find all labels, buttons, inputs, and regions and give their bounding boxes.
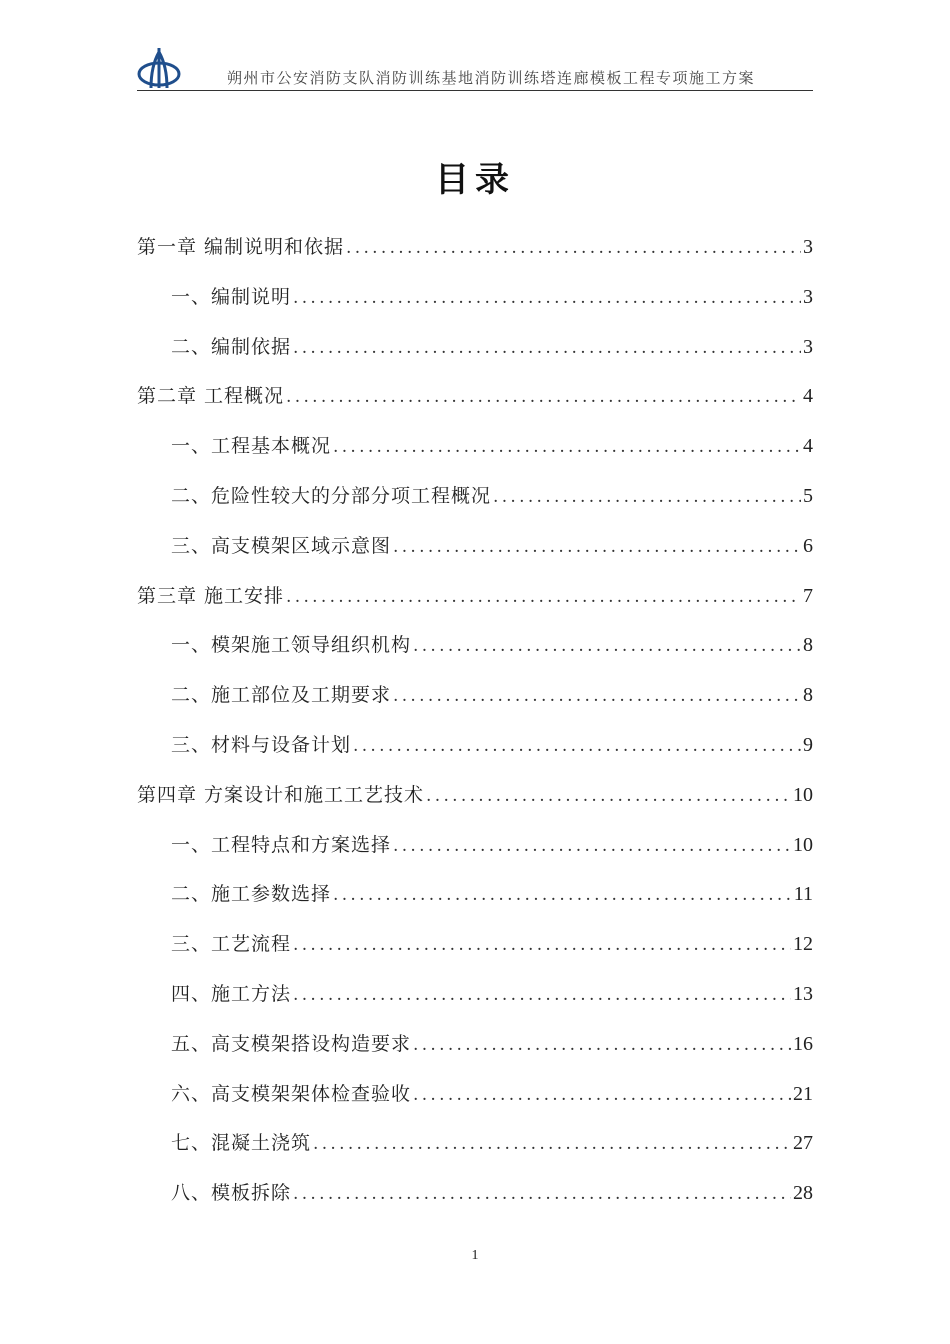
toc-dot-leader — [286, 387, 801, 407]
toc-entry-label: 一、模架施工领导组织机构 — [171, 634, 412, 657]
toc-entry-label: 一、编制说明 — [171, 285, 292, 308]
toc-dot-leader — [286, 587, 801, 607]
toc-entry-label: 第四章 方案设计和施工工艺技术 — [137, 783, 425, 806]
toc-entry-page: 7 — [803, 584, 813, 607]
toc-entry[interactable] — [137, 780, 813, 830]
toc-dot-leader — [293, 935, 791, 955]
toc-entry-page: 13 — [793, 982, 813, 1005]
toc-entry-page: 10 — [793, 783, 813, 806]
toc-entry[interactable] — [137, 332, 813, 382]
toc-entry[interactable] — [137, 830, 813, 880]
toc-dot-leader — [393, 686, 801, 706]
toc-dot-leader — [493, 487, 801, 507]
toc-dot-leader — [426, 786, 791, 806]
toc-entry-label: 一、工程特点和方案选择 — [171, 833, 392, 856]
page-header — [137, 42, 813, 91]
toc-entry-label: 六、高支模架架体检查验收 — [171, 1082, 412, 1105]
toc-dot-leader — [333, 437, 801, 457]
toc-entry[interactable] — [137, 929, 813, 979]
toc-entry-label: 四、施工方法 — [171, 982, 292, 1005]
page-number: 1 — [471, 1248, 479, 1263]
toc-entry[interactable] — [137, 1128, 813, 1178]
toc-entry-label: 一、工程基本概况 — [171, 435, 332, 458]
toc-entry-label: 七、混凝土浇筑 — [171, 1132, 312, 1155]
toc-entry-label: 第三章 施工安排 — [137, 584, 285, 607]
toc-entry-page: 4 — [803, 385, 813, 408]
toc-dot-leader — [353, 736, 801, 756]
toc-entry[interactable] — [137, 730, 813, 780]
toc-dot-leader — [293, 1184, 791, 1204]
toc-entry-label: 二、施工部位及工期要求 — [171, 684, 392, 707]
toc-entry-page: 12 — [793, 933, 813, 956]
toc-dot-leader — [333, 885, 792, 905]
toc-entry[interactable] — [137, 1079, 813, 1129]
toc-entry-label: 二、危险性较大的分部分项工程概况 — [171, 484, 492, 507]
toc-entry[interactable] — [137, 481, 813, 531]
toc-dot-leader — [313, 1134, 791, 1154]
toc-entry-page: 11 — [793, 883, 813, 906]
toc-entry[interactable] — [137, 979, 813, 1029]
toc-entry-page: 3 — [803, 285, 813, 308]
toc-entry[interactable] — [137, 282, 813, 332]
company-logo-icon — [137, 44, 181, 88]
toc-entry-page: 6 — [803, 534, 813, 557]
toc-dot-leader — [293, 288, 801, 308]
toc-entry-label: 八、模板拆除 — [171, 1182, 292, 1205]
toc-entry[interactable] — [137, 1178, 813, 1228]
toc-entry-page: 27 — [793, 1132, 813, 1155]
toc-entry-page: 5 — [803, 484, 813, 507]
toc-dot-leader — [413, 636, 801, 656]
toc-entry-label: 三、高支模架区域示意图 — [171, 534, 392, 557]
toc-entry-page: 28 — [793, 1182, 813, 1205]
toc-dot-leader — [293, 985, 791, 1005]
toc-entry[interactable] — [137, 1029, 813, 1079]
toc-entry-page: 8 — [803, 684, 813, 707]
toc-dot-leader — [393, 836, 791, 856]
toc-entry-page: 3 — [803, 335, 813, 358]
toc-entry-page: 4 — [803, 435, 813, 458]
toc-entry-label: 二、施工参数选择 — [171, 883, 332, 906]
toc-dot-leader — [413, 1035, 791, 1055]
toc-entry-label: 三、工艺流程 — [171, 933, 292, 956]
toc-dot-leader — [393, 537, 801, 557]
toc-entry-label: 五、高支模架搭设构造要求 — [171, 1032, 412, 1055]
toc-entry[interactable] — [137, 630, 813, 680]
toc-entry-label: 第一章 编制说明和依据 — [137, 236, 345, 258]
toc-entry-label: 三、材料与设备计划 — [171, 733, 352, 756]
toc-entry-page: 16 — [793, 1032, 813, 1055]
toc-entry[interactable] — [137, 531, 813, 581]
toc-entry[interactable] — [137, 431, 813, 481]
header-title: 朔州市公安消防支队消防训练基地消防训练塔连廊模板工程专项施工方案 — [226, 69, 755, 87]
toc-entry-page: 8 — [803, 634, 813, 657]
toc-entry[interactable] — [137, 680, 813, 730]
table-of-contents — [137, 232, 813, 1228]
toc-entry-page: 9 — [803, 733, 813, 756]
toc-entry-label: 第二章 工程概况 — [137, 385, 285, 408]
page-title: 目录 — [435, 160, 515, 200]
toc-entry[interactable] — [137, 879, 813, 929]
toc-dot-leader — [346, 238, 801, 258]
toc-entry-page: 3 — [803, 236, 813, 258]
toc-entry[interactable] — [137, 581, 813, 631]
toc-entry-label: 二、编制依据 — [171, 335, 292, 358]
toc-entry-page: 10 — [793, 833, 813, 856]
toc-dot-leader — [293, 338, 801, 358]
toc-entry-page: 21 — [793, 1082, 813, 1105]
toc-entry[interactable] — [137, 232, 813, 282]
toc-dot-leader — [413, 1085, 791, 1105]
toc-entry[interactable] — [137, 381, 813, 431]
